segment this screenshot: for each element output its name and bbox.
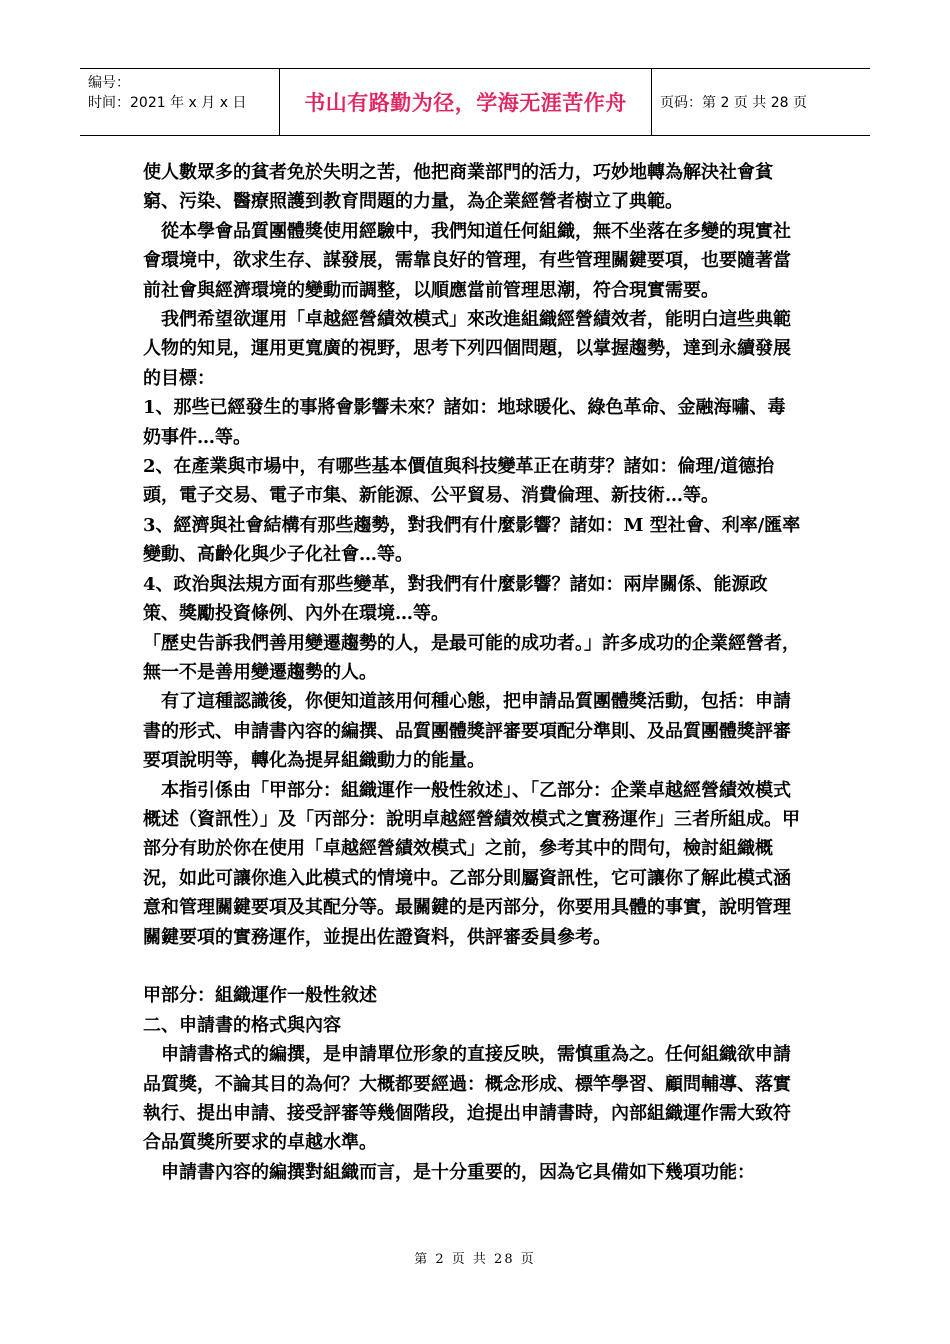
page-footer: 第 2 页 共 28 页: [414, 1252, 536, 1267]
document-number-label: 编号：: [88, 75, 130, 91]
list-item: 1、那些已經發生的事將會影響未來？諸如：地球暖化、綠色革命、金融海嘯、毒奶事件…等。: [143, 397, 786, 448]
list-item: 4、政治與法規方面有那些變革，對我們有什麼影響？諸如：兩岸關係、能源政策、獎勵投資條例、內外在環境…等。: [143, 573, 768, 625]
paragraph: 本指引係由「甲部分：組織運作一般性敘述」、「乙部分：企業卓越經營績效模式概述（資訊性）」及「丙部分：說明卓越經營績效模式之實務運作」三者所組成。甲部分有助於你在使用「卓越經營績效模式」之前，參考其中的問句，檢討組織概況，如此可讓你進入此模式的情境中。乙部分則屬資訊性，它可讓你了解此模式涵意和管理關鍵要項及其配分等。最關鍵的是丙部分，你要用具體的事實，說明管理關鍵要項的實務運作，並提出佐證資料，供評審委員參考。: [143, 779, 800, 948]
paragraph: 「歷史告訴我們善用變遷趨勢的人，是最可能的成功者。」許多成功的企業經營者，無一不是善用變遷趨勢的人。: [143, 632, 800, 683]
header-motto: 书山有路勤为径，学海无涯苦作舟: [280, 69, 652, 135]
subsection-heading: 二、申請書的格式與內容: [143, 1014, 341, 1036]
paragraph: 我們希望欲運用「卓越經營績效模式」來改進組織經營績效者，能明白這些典範人物的知見，運用更寬廣的視野，思考下列四個問題，以掌握趨勢，達到永續發展的目標：: [143, 309, 791, 389]
blank-line: [143, 952, 803, 981]
list-item: 2、在產業與市場中，有哪些基本價值與科技變革正在萌芽？諸如：倫理/道德抬頭，電子交易、電子市集、新能源、公平貿易、消費倫理、新技術…等。: [143, 456, 775, 507]
header-meta: [80, 69, 280, 135]
header-page-number: 页码：第 2 页 共 28 页: [660, 95, 807, 111]
document-body: [143, 158, 803, 1187]
paragraph: 使人數眾多的貧者免於失明之苦，他把商業部門的活力，巧妙地轉為解決社會貧窮、污染、醫療照護到教育問題的力量，為企業經營者樹立了典範。: [143, 162, 773, 213]
paragraph: 申請書內容的編撰對組織而言，是十分重要的，因為它具備如下幾項功能：: [161, 1161, 755, 1183]
paragraph: 從本學會品質團體獎使用經驗中，我們知道任何組織，無不坐落在多變的現實社會環境中，欲求生存、謀發展，需靠良好的管理，有些管理關鍵要項，也要隨著當前社會與經濟環境的變動而調整，以順應當前管理思潮，符合現實需要。: [143, 220, 791, 301]
paragraph: 有了這種認識後，你便知道該用何種心態，把申請品質團體獎活動，包括：申請書的形式、申請書內容的編撰、品質團體獎評審要項配分準則、及品質團體獎評審要項說明等，轉化為提昇組織動力的能量。: [143, 691, 791, 772]
paragraph: 申請書格式的編撰，是申請單位形象的直接反映，需慎重為之。任何組織欲申請品質獎，不論其目的為何？大概都要經過：概念形成、標竿學習、顧問輔導、落實執行、提出申請、接受評審等幾個階段，迨提出申請書時，內部組織運作需大致符合品質獎所要求的卓越水準。: [143, 1044, 791, 1154]
list-item: 3、經濟與社會結構有那些趨勢，對我們有什麼影響？諸如：M 型社會、利率/匯率變動、高齡化與少子化社會…等。: [143, 514, 801, 566]
document-time-label: 时间：2021 年 x 月 x 日: [88, 95, 247, 111]
section-heading: 甲部分：組織運作一般性敘述: [143, 985, 377, 1007]
page-header: [80, 68, 870, 136]
